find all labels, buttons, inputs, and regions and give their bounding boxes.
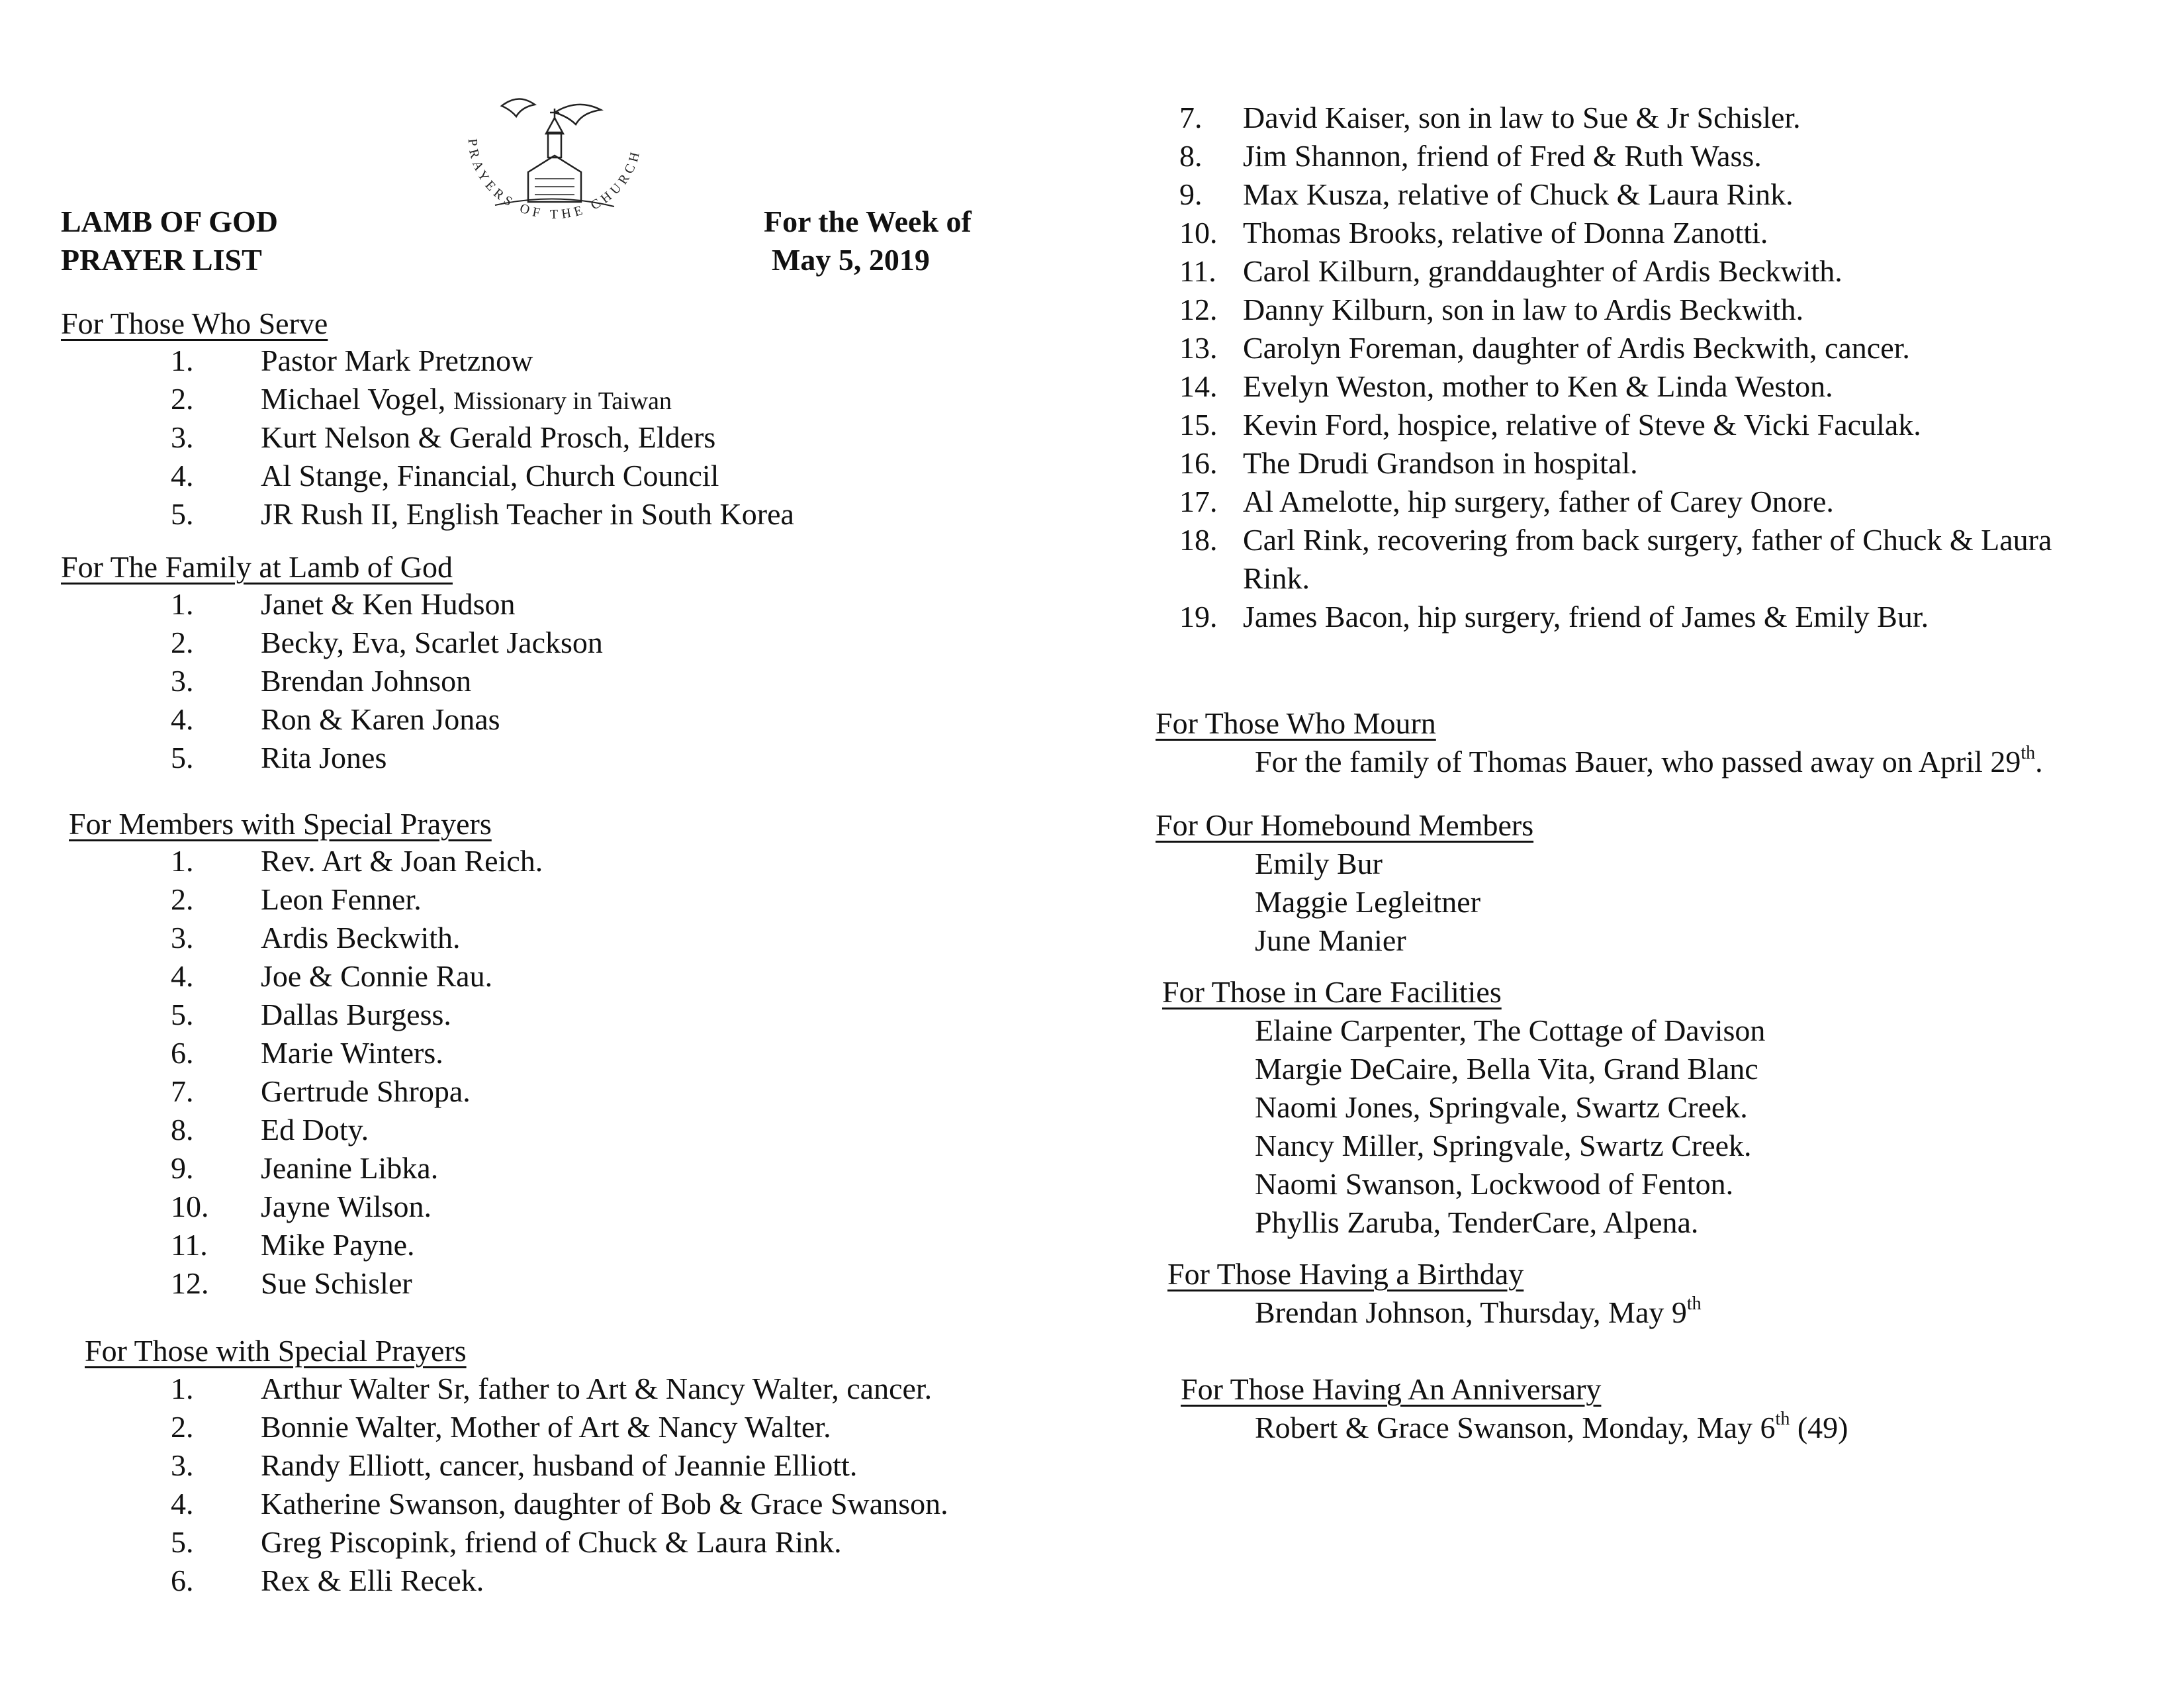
item-main-text: Dallas Burgess. — [261, 998, 451, 1031]
item-continuation: Rink. — [1243, 561, 1310, 595]
item-text — [261, 384, 672, 414]
item-number: 5. — [171, 497, 194, 531]
item-main-text: Ron & Karen Jonas — [261, 702, 500, 736]
item-text — [261, 461, 719, 491]
item-text — [261, 499, 794, 530]
item-main-text: Rev. Art & Joan Reich. — [261, 844, 543, 878]
item-text: Al Amelotte, hip surgery, father of Carey Onore. — [1243, 485, 1834, 518]
item-main-text: Al Stange, Financial, Church Council — [261, 459, 719, 492]
item-number: 8. — [171, 1113, 194, 1147]
item-number: 16. — [1179, 446, 1218, 480]
item-main-text: Becky, Eva, Scarlet Jackson — [261, 626, 603, 659]
item-main-text: Marie Winters. — [261, 1036, 443, 1070]
item-main-text: Leon Fenner. — [261, 882, 422, 916]
item-number: 9. — [171, 1151, 194, 1185]
section-title-serve: For Those Who Serve — [61, 306, 328, 340]
item-text — [261, 1000, 451, 1030]
section-title-homebound: For Our Homebound Members — [1156, 808, 1534, 842]
item-text: Kevin Ford, hospice, relative of Steve & Vicki Faculak. — [1243, 408, 1921, 442]
item-number: 10. — [171, 1190, 209, 1223]
item-number: 3. — [171, 1448, 194, 1482]
item-number: 3. — [171, 664, 194, 698]
item-number: 6. — [171, 1036, 194, 1070]
item-number: 2. — [171, 1410, 194, 1444]
item-number: 12. — [171, 1266, 209, 1300]
item-text: Danny Kilburn, son in law to Ardis Beckwith. — [1243, 293, 1804, 326]
section-title-birthday: For Those Having a Birthday — [1167, 1257, 1524, 1291]
item-number: 15. — [1179, 408, 1218, 442]
item-main-text: Rita Jones — [261, 741, 387, 774]
item-number: 1. — [171, 344, 194, 377]
item-main-text: Ed Doty. — [261, 1113, 369, 1147]
item-number: 11. — [1179, 254, 1216, 288]
item-number: 5. — [171, 998, 194, 1031]
svg-text:PRAYERS OF THE CHURCH — [465, 138, 643, 222]
item-text — [261, 1374, 932, 1404]
item-number: 4. — [171, 1487, 194, 1521]
item-text — [261, 628, 603, 658]
item-text — [261, 704, 500, 735]
item-number: 1. — [171, 587, 194, 621]
item-text — [261, 1527, 842, 1558]
item-text — [261, 1450, 857, 1481]
item-text — [261, 961, 492, 992]
item-number: 12. — [1179, 293, 1218, 326]
list-title-line1: LAMB OF GOD — [61, 205, 278, 238]
list-title-line2: PRAYER LIST — [61, 243, 262, 277]
item-number: 3. — [171, 921, 194, 955]
section-title-anniversary: For Those Having An Anniversary — [1181, 1372, 1602, 1406]
item-text — [261, 923, 461, 953]
item-note: Missionary in Taiwan — [453, 387, 672, 415]
list-item: Naomi Jones, Springvale, Swartz Creek. — [1255, 1090, 1748, 1124]
list-item: Emily Bur — [1255, 847, 1383, 880]
item-number: 2. — [171, 626, 194, 659]
item-main-text: Sue Schisler — [261, 1266, 412, 1300]
item-text: Thomas Brooks, relative of Donna Zanotti. — [1243, 216, 1768, 250]
item-text — [261, 589, 516, 620]
item-text — [261, 1115, 369, 1145]
week-date: May 5, 2019 — [772, 243, 930, 277]
item-main-text: JR Rush II, English Teacher in South Korea — [261, 497, 794, 531]
item-number: 2. — [171, 382, 194, 416]
item-main-text: Janet & Ken Hudson — [261, 587, 516, 621]
item-text — [261, 1566, 484, 1596]
item-text: Carl Rink, recovering from back surgery, father of Chuck & Laura — [1243, 523, 2052, 557]
item-text — [261, 846, 543, 876]
item-text: Carol Kilburn, granddaughter of Ardis Beckwith. — [1243, 254, 1843, 288]
item-text: Evelyn Weston, mother to Ken & Linda Weston. — [1243, 369, 1833, 403]
item-number: 17. — [1179, 485, 1218, 518]
item-text — [261, 1038, 443, 1068]
item-number: 8. — [1179, 139, 1203, 173]
item-number: 11. — [171, 1228, 208, 1262]
item-number: 4. — [171, 459, 194, 492]
item-text — [261, 1076, 471, 1107]
item-text — [261, 1489, 948, 1519]
item-text — [261, 1153, 438, 1184]
item-main-text: Arthur Walter Sr, father to Art & Nancy Walter, cancer. — [261, 1372, 933, 1405]
item-number: 18. — [1179, 523, 1218, 557]
item-number: 2. — [171, 882, 194, 916]
item-main-text: Katherine Swanson, daughter of Bob & Grace Swanson. — [261, 1487, 948, 1521]
item-main-text: Rex & Elli Recek. — [261, 1564, 484, 1597]
item-number: 1. — [171, 844, 194, 878]
section-title-mourn: For Those Who Mourn — [1156, 706, 1436, 740]
list-item: Phyllis Zaruba, TenderCare, Alpena. — [1255, 1205, 1699, 1239]
item-text — [261, 1230, 415, 1260]
item-number: 7. — [1179, 101, 1203, 134]
item-main-text: Brendan Johnson — [261, 664, 472, 698]
item-text — [261, 422, 715, 453]
item-text — [261, 666, 471, 696]
item-text: James Bacon, hip surgery, friend of James & Emily Bur. — [1243, 600, 1929, 633]
item-main-text: Bonnie Walter, Mother of Art & Nancy Walter. — [261, 1410, 831, 1444]
item-main-text: Greg Piscopink, friend of Chuck & Laura Rink. — [261, 1525, 842, 1559]
item-text: Max Kusza, relative of Chuck & Laura Rink. — [1243, 177, 1794, 211]
item-text — [261, 884, 422, 915]
item-text: Carolyn Foreman, daughter of Ardis Beckwith, cancer. — [1243, 331, 1910, 365]
section-title-special: For Those with Special Prayers — [85, 1334, 467, 1368]
item-text — [261, 1268, 412, 1299]
birthday-text: Brendan Johnson, Thursday, May 9th — [1255, 1293, 1702, 1329]
item-number: 19. — [1179, 600, 1218, 633]
list-item: June Manier — [1255, 923, 1406, 957]
list-item: Maggie Legleitner — [1255, 885, 1481, 919]
list-item: Naomi Swanson, Lockwood of Fenton. — [1255, 1167, 1734, 1201]
week-label: For the Week of — [764, 205, 972, 238]
item-number: 14. — [1179, 369, 1218, 403]
item-main-text: Gertrude Shropa. — [261, 1074, 471, 1108]
item-text: Jim Shannon, friend of Fred & Ruth Wass. — [1243, 139, 1762, 173]
item-number: 9. — [1179, 177, 1203, 211]
item-main-text: Michael Vogel, — [261, 382, 453, 416]
item-number: 1. — [171, 1372, 194, 1405]
anniversary-text: Robert & Grace Swanson, Monday, May 6th (49) — [1255, 1408, 1848, 1444]
item-number: 5. — [171, 1525, 194, 1559]
logo-text: PRAYERS OF THE CHURCH — [465, 138, 644, 222]
item-text: The Drudi Grandson in hospital. — [1243, 446, 1638, 480]
item-text — [261, 1412, 831, 1442]
list-item: Elaine Carpenter, The Cottage of Davison — [1255, 1013, 1766, 1047]
item-number: 4. — [171, 959, 194, 993]
item-main-text: Pastor Mark Pretznow — [261, 344, 533, 377]
item-main-text: Joe & Connie Rau. — [261, 959, 493, 993]
prayers-of-the-church-logo — [455, 93, 654, 232]
section-title-members: For Members with Special Prayers — [69, 807, 492, 841]
section-title-family: For The Family at Lamb of God — [61, 550, 453, 584]
item-main-text: Randy Elliott, cancer, husband of Jeannie Elliott. — [261, 1448, 858, 1482]
item-number: 5. — [171, 741, 194, 774]
item-text — [261, 346, 533, 376]
item-main-text: Kurt Nelson & Gerald Prosch, Elders — [261, 420, 716, 454]
item-text — [261, 1192, 432, 1222]
list-item: Nancy Miller, Springvale, Swartz Creek. — [1255, 1129, 1752, 1162]
item-main-text: Jayne Wilson. — [261, 1190, 432, 1223]
mourn-text: For the family of Thomas Bauer, who passed away on April 29th. — [1255, 742, 2043, 778]
item-number: 7. — [171, 1074, 194, 1108]
item-number: 4. — [171, 702, 194, 736]
item-text — [261, 743, 387, 773]
item-main-text: Jeanine Libka. — [261, 1151, 439, 1185]
item-number: 10. — [1179, 216, 1218, 250]
item-main-text: Mike Payne. — [261, 1228, 415, 1262]
item-number: 13. — [1179, 331, 1218, 365]
item-number: 6. — [171, 1564, 194, 1597]
item-main-text: Ardis Beckwith. — [261, 921, 461, 955]
section-title-care: For Those in Care Facilities — [1162, 975, 1502, 1009]
list-item: Margie DeCaire, Bella Vita, Grand Blanc — [1255, 1052, 1758, 1086]
item-number: 3. — [171, 420, 194, 454]
item-text: David Kaiser, son in law to Sue & Jr Schisler. — [1243, 101, 1801, 134]
